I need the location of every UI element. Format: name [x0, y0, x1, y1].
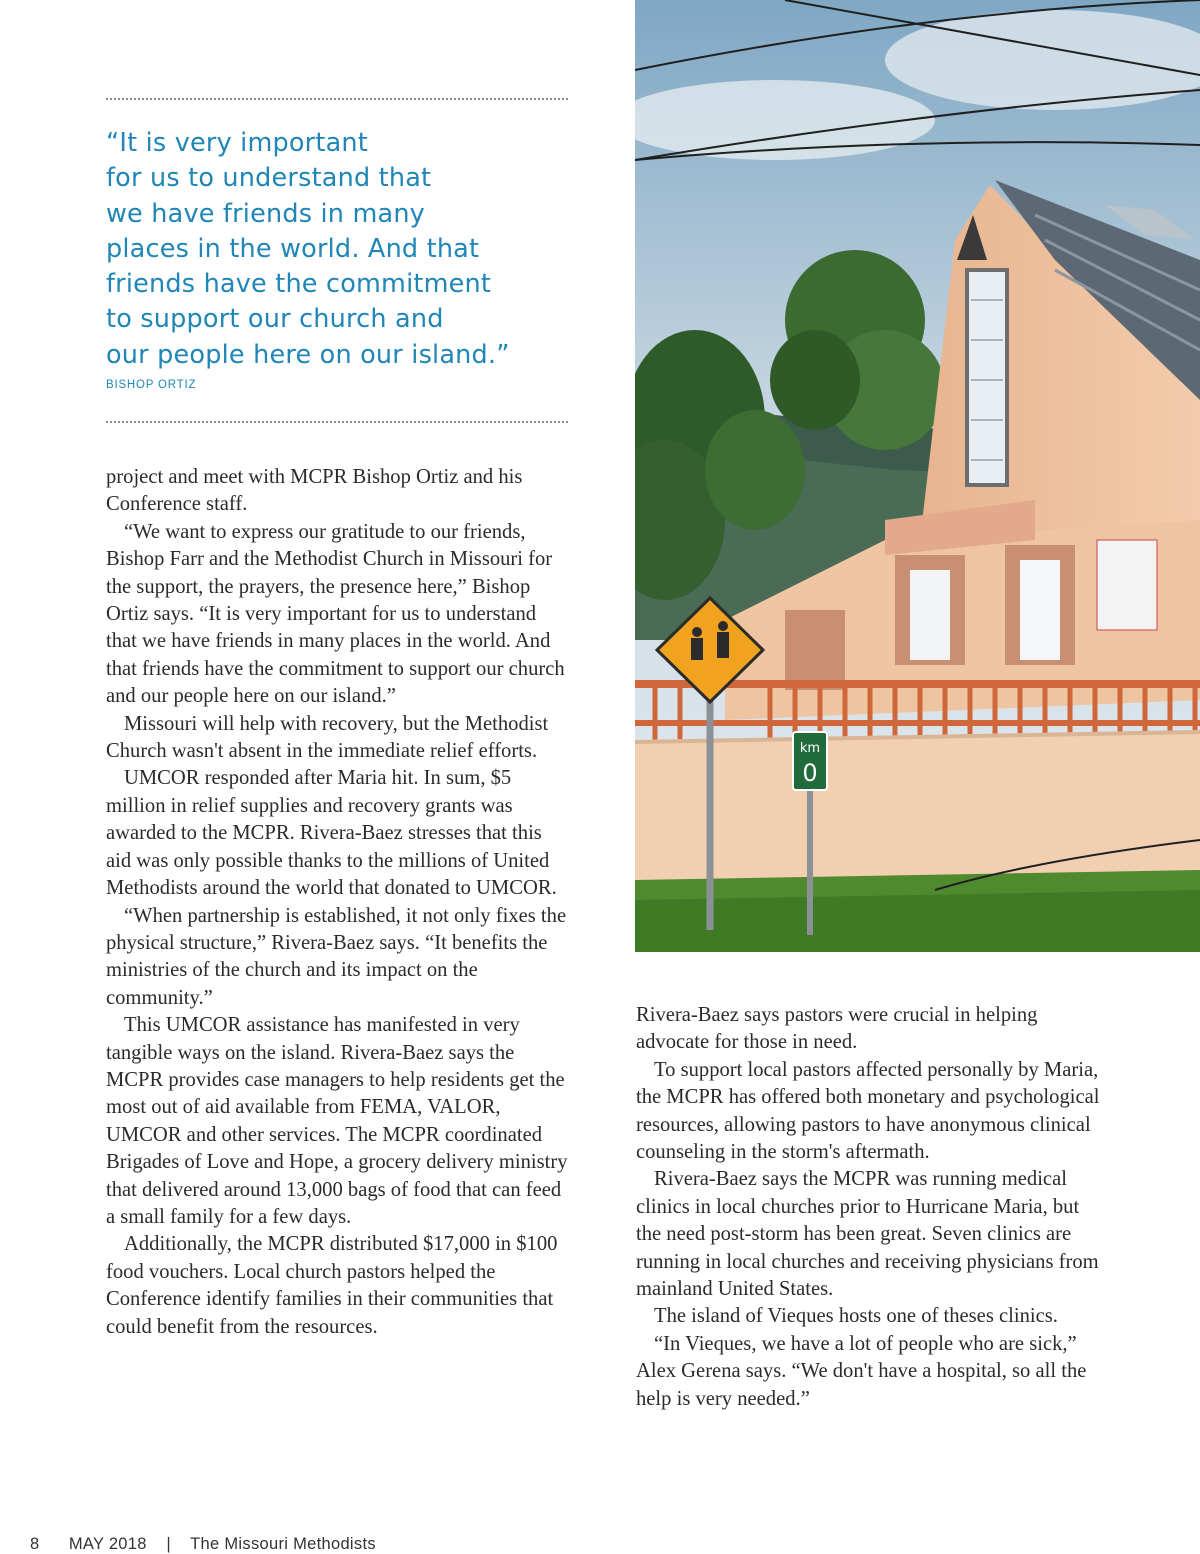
paragraph: “In Vieques, we have a lot of people who are sick,” Alex Gerena says. “We don't have a hospital, so all the help is very needed.”	[636, 1332, 1087, 1410]
pull-quote-top-rule	[106, 98, 568, 100]
pull-quote-attribution: BISHOP ORTIZ	[106, 379, 197, 392]
paragraph: To support local pastors affected personally by Maria, the MCPR has offered both monetary and psychological resources, allowing pastors to have anonymous clinical counseling in the storm's aftermath.	[636, 1058, 1100, 1164]
church-photo	[635, 0, 1200, 952]
page-number: 8	[30, 1535, 40, 1553]
church-photo-illustration	[635, 0, 1200, 952]
km-sign-label: km	[799, 741, 821, 756]
publication-name: The Missouri Methodists	[190, 1535, 376, 1553]
paragraph: Rivera-Baez says the MCPR was running medical clinics in local churches prior to Hurricane Maria, but the need post-storm has been great. Seven clinics are running in local churches and receiving physicians from mainland United States.	[636, 1168, 1099, 1301]
left-text-column	[106, 464, 568, 1341]
right-text-column	[636, 1002, 1106, 1413]
paragraph: “We want to express our gratitude to our friends, Bishop Farr and the Methodist Church in Missouri for the support, the prayers, the presence here,” Bishop Ortiz says. “It is very important for us to understand that we have friends in many places in the world. And that friends have the commitment to support our church and our people here on our island.”	[106, 520, 565, 708]
paragraph: “When partnership is established, it not only fixes the physical structure,” Rivera-Baez says. “It benefits the ministries of the church and its impact on the community.”	[106, 904, 567, 1009]
pull-quote-bottom-rule	[106, 421, 568, 423]
km-sign-value: 0	[802, 759, 818, 787]
pull-quote	[106, 98, 568, 423]
page-footer	[30, 1535, 376, 1554]
issue-date: MAY 2018	[68, 1535, 147, 1553]
paragraph: Additionally, the MCPR distributed $17,000 in $100 food vouchers. Local church pastors helped the Conference identify families in their communities that could benefit from the resources.	[106, 1233, 558, 1338]
paragraph: Rivera-Baez says pastors were crucial in helping advocate for those in need.	[636, 1004, 1038, 1054]
paragraph: project and meet with MCPR Bishop Ortiz and his Conference staff.	[106, 466, 523, 516]
paragraph: Missouri will help with recovery, but the Methodist Church wasn't absent in the immediate relief efforts.	[106, 712, 549, 763]
paragraph: This UMCOR assistance has manifested in very tangible ways on the island. Rivera-Baez says the MCPR provides case managers to help residents get the most out of aid available from FEMA, VALOR, UMCOR and other services. The MCPR coordinated Brigades of Love and Hope, a grocery delivery ministry that delivered around 13,000 bags of food that can feed a small family for a few days.	[106, 1014, 568, 1228]
pull-quote-text: “It is very important for us to understand that we have friends in many places in the world. And that friends have the commitment to support our church and our people here on our island.”	[106, 128, 510, 370]
paragraph: The island of Vieques hosts one of theses clinics.	[654, 1305, 1058, 1328]
paragraph: UMCOR responded after Maria hit. In sum, $5 million in relief supplies and recovery grants was awarded to the MCPR. Rivera-Baez stresses that this aid was only possible thanks to the millions of United Methodists around the world that donated to UMCOR.	[106, 767, 557, 900]
footer-separator: |	[166, 1535, 171, 1553]
